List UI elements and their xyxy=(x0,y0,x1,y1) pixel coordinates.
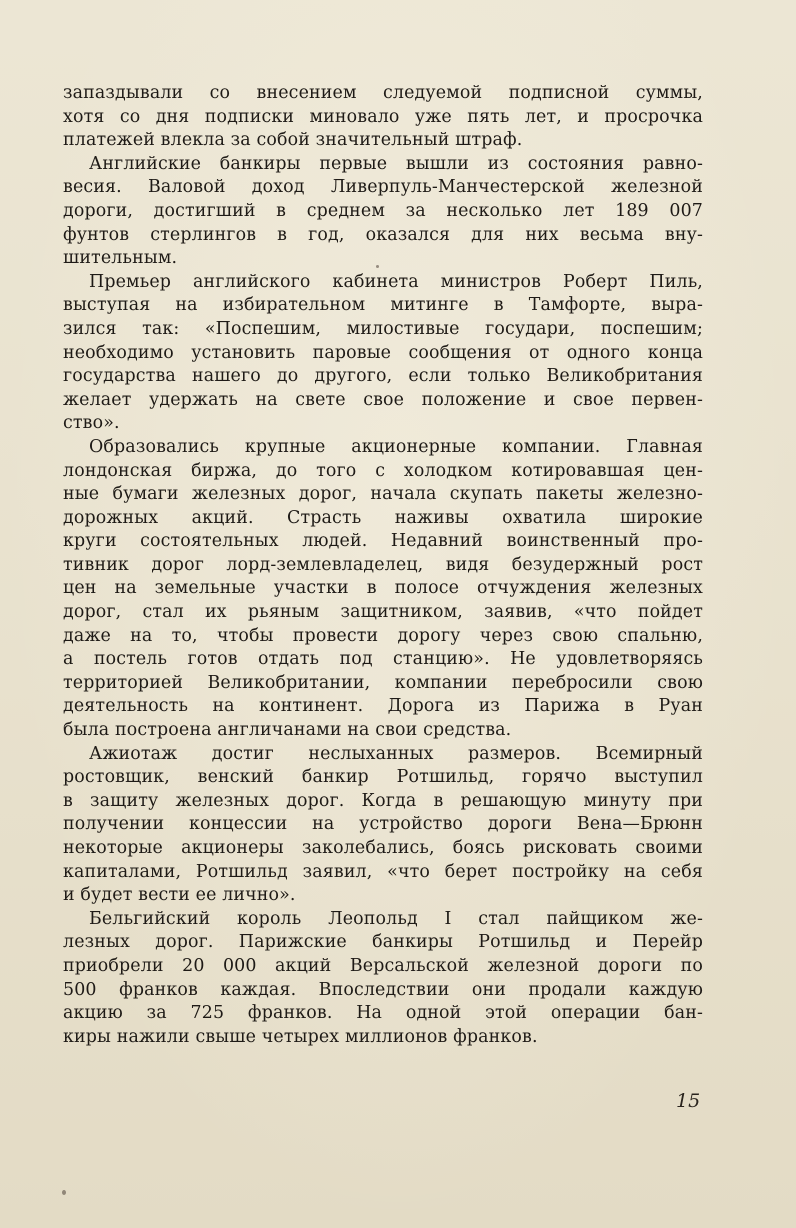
text-line: государства нашего до другого, если только Великобритания xyxy=(63,366,703,387)
text-line: деятельность на континент. Дорога из Парижа в Руан xyxy=(63,696,703,717)
text-line: дорожных акций. Страсть наживы охватила широкие xyxy=(63,507,703,528)
text-line: желает удержать на свете свое положение и свое первен- xyxy=(63,389,703,410)
text-line: капиталами, Ротшильд заявил, «что берет постройку на себя xyxy=(63,861,703,882)
text-line: приобрели 20 000 акций Версальской железной дороги по xyxy=(63,955,703,976)
text-line: даже на то, чтобы провести дорогу через свою спальню, xyxy=(63,625,703,646)
text-line: круги состоятельных людей. Недавний воинственный про- xyxy=(63,531,703,552)
text-line: хотя со дня подписки миновало уже пять лет, и просрочка xyxy=(63,106,703,127)
text-line: дороги, достигший в среднем за несколько лет 189 007 xyxy=(63,200,703,221)
text-line: необходимо установить паровые сообщения от одного конца xyxy=(63,342,703,363)
text-line: выступая на избирательном митинге в Тамфорте, выра- xyxy=(63,295,703,316)
text-line: в защиту железных дорог. Когда в решающую минуту при xyxy=(63,790,703,811)
paragraph-first-line: Английские банкиры первые вышли из состояния равно- xyxy=(89,153,703,174)
text-line: и будет вести ее лично». xyxy=(63,885,296,906)
text-line: территорией Великобритании, компании перебросили свою xyxy=(63,672,703,693)
paragraph-first-line: Образовались крупные акционерные компании. Главная xyxy=(89,436,703,457)
text-line: киры нажили свыше четырех миллионов франков. xyxy=(63,1026,538,1047)
text-line: лондонская биржа, до того с холодком котировавшая цен- xyxy=(63,460,703,481)
paper-speck xyxy=(62,1190,66,1195)
text-line: получении концессии на устройство дороги Вена—Брюнн xyxy=(63,814,703,835)
text-line: зился так: «Поспешим, милостивые государи, поспешим; xyxy=(63,318,703,339)
text-line: некоторые акционеры заколебались, боясь рисковать своими xyxy=(63,838,703,858)
paper-speck xyxy=(376,265,379,268)
text-line: ство». xyxy=(63,413,120,434)
text-line: лезных дорог. Парижские банкиры Ротшильд и Перейр xyxy=(63,932,703,953)
text-line: шительным. xyxy=(63,248,178,269)
text-line: запаздывали со внесением следуемой подписной суммы, xyxy=(63,83,703,103)
text-line: весия. Валовой доход Ливерпуль-Манчестерской железной xyxy=(63,177,703,198)
text-line: 500 франков каждая. Впоследствии они продали каждую xyxy=(63,979,703,1000)
page-number: 15 xyxy=(676,1090,701,1112)
text-line: ростовщик, венский банкир Ротшильд, горячо выступил xyxy=(63,767,703,788)
text-line: дорог, стал их рьяным защитником, заявив, «что пойдет xyxy=(63,602,703,623)
text-line: тивник дорог лорд-землевладелец, видя безудержный рост xyxy=(63,554,703,575)
text-line: акцию за 725 франков. На одной этой операции бан- xyxy=(63,1003,703,1024)
text-line: платежей влекла за собой значительный штраф. xyxy=(63,130,523,151)
text-line: а постель готов отдать под станцию». Не удовлетворяясь xyxy=(63,649,703,670)
text-line: фунтов стерлингов в год, оказался для них весьма вну- xyxy=(63,224,703,245)
body-text xyxy=(63,82,703,1049)
paragraph-first-line: Бельгийский король Леопольд I стал пайщиком же- xyxy=(89,908,703,929)
text-line: цен на земельные участки в полосе отчуждения железных xyxy=(63,578,703,599)
text-line: ные бумаги железных дорог, начала скупать пакеты железно- xyxy=(63,484,703,505)
text-line: была построена англичанами на свои средства. xyxy=(63,720,512,741)
paragraph-first-line: Премьер английского кабинета министров Роберт Пиль, xyxy=(89,271,703,292)
paragraph-first-line: Ажиотаж достиг неслыханных размеров. Всемирный xyxy=(89,743,703,764)
